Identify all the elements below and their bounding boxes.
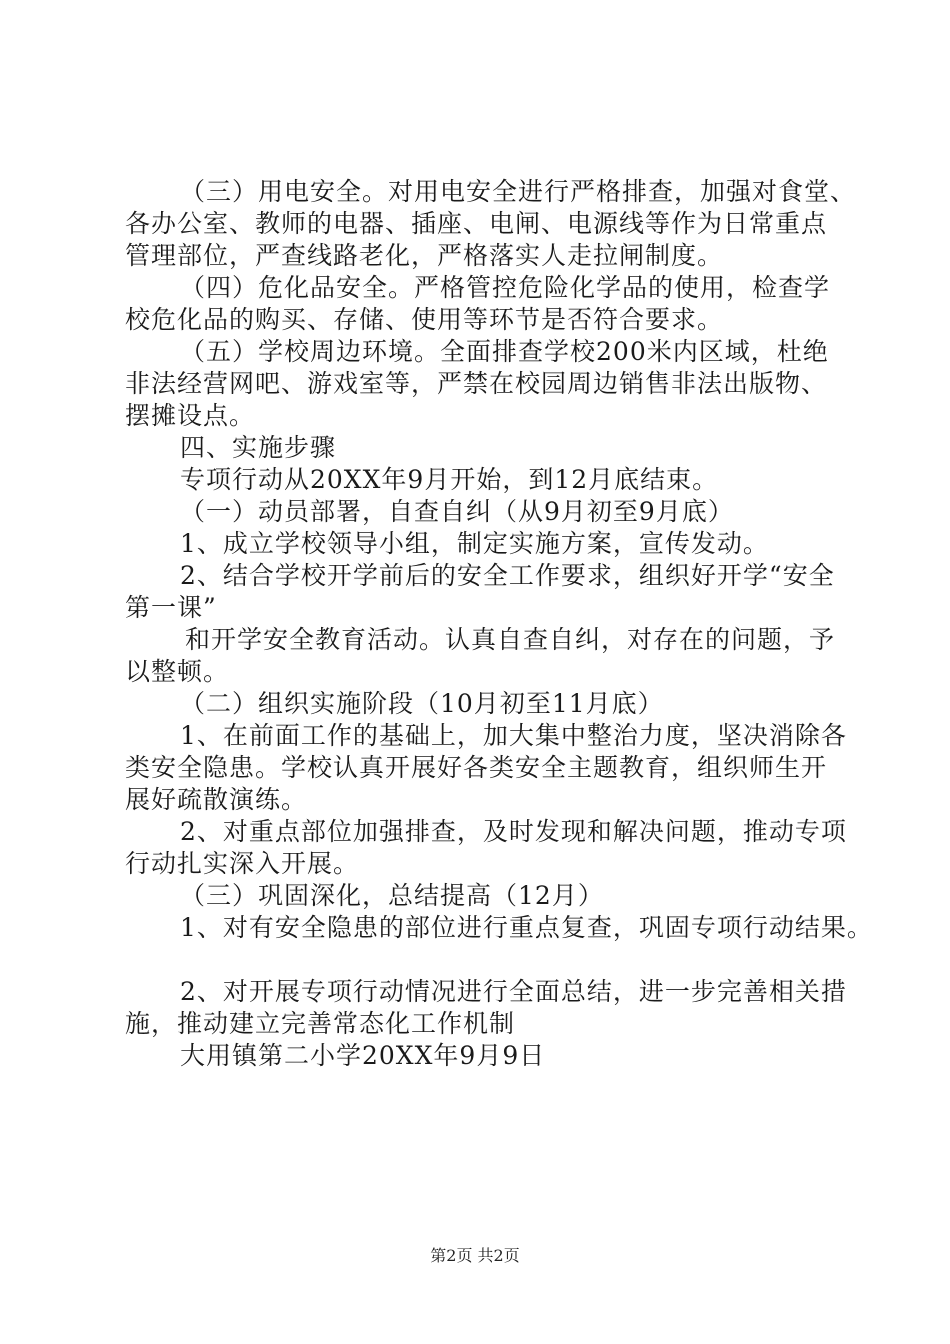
page-footer: 第2页 共2页 <box>430 1246 520 1265</box>
paragraph-line: 展好疏散演练。 <box>125 785 308 814</box>
paragraph-line: （三）用电安全。对用电安全进行严格排查，加强对食堂、 <box>180 177 857 206</box>
paragraph-line: 各办公室、教师的电器、插座、电闸、电源线等作为日常重点 <box>125 209 828 238</box>
paragraph-line: 类安全隐患。学校认真开展好各类安全主题教育，组织师生开 <box>125 753 828 782</box>
paragraph-line: 管理部位，严查线路老化，严格落实人走拉闸制度。 <box>125 241 724 270</box>
paragraph-line: （四）危化品安全。严格管控危险化学品的使用，检查学 <box>180 273 831 302</box>
paragraph-line: 专项行动从20XX年9月开始，到12月底结束。 <box>180 465 719 494</box>
paragraph-line: （五）学校周边环境。全面排查学校200米内区域，杜绝 <box>180 337 829 366</box>
section-heading: 四、实施步骤 <box>180 433 337 462</box>
paragraph-line: 和开学安全教育活动。认真自查自纠，对存在的问题，予 <box>185 625 836 654</box>
paragraph-line: 非法经营网吧、游戏室等，严禁在校园周边销售非法出版物、 <box>125 369 828 398</box>
paragraph-line: 1、成立学校领导小组，制定实施方案，宣传发动。 <box>180 529 769 558</box>
signature-date-line: 大用镇第二小学20XX年9月9日 <box>180 1041 546 1070</box>
subsection-heading: （三）巩固深化，总结提高（12月） <box>180 881 604 910</box>
subsection-heading: （一）动员部署，自查自纠（从9月初至9月底） <box>180 497 734 526</box>
paragraph-line: 行动扎实深入开展。 <box>125 849 360 878</box>
paragraph-line: 1、在前面工作的基础上，加大集中整治力度，坚决消除各 <box>180 721 847 750</box>
subsection-heading: （二）组织实施阶段（10月初至11月底） <box>180 689 664 718</box>
paragraph-line: 1、对有安全隐患的部位进行重点复查，巩固专项行动结果。 <box>180 913 873 942</box>
paragraph-line: 2、对重点部位加强排查，及时发现和解决问题，推动专项 <box>180 817 847 846</box>
paragraph-line: 摆摊设点。 <box>125 401 256 430</box>
paragraph-line: 施，推动建立完善常态化工作机制 <box>125 1009 516 1038</box>
paragraph-line: 以整顿。 <box>125 657 230 686</box>
paragraph-line: 2、对开展专项行动情况进行全面总结，进一步完善相关措 <box>180 977 847 1006</box>
paragraph-line: 2、结合学校开学前后的安全工作要求，组织好开学“安全 <box>180 561 835 590</box>
paragraph-line: 校危化品的购买、存储、使用等环节是否符合要求。 <box>125 305 724 334</box>
paragraph-line: 第一课” <box>125 593 217 622</box>
